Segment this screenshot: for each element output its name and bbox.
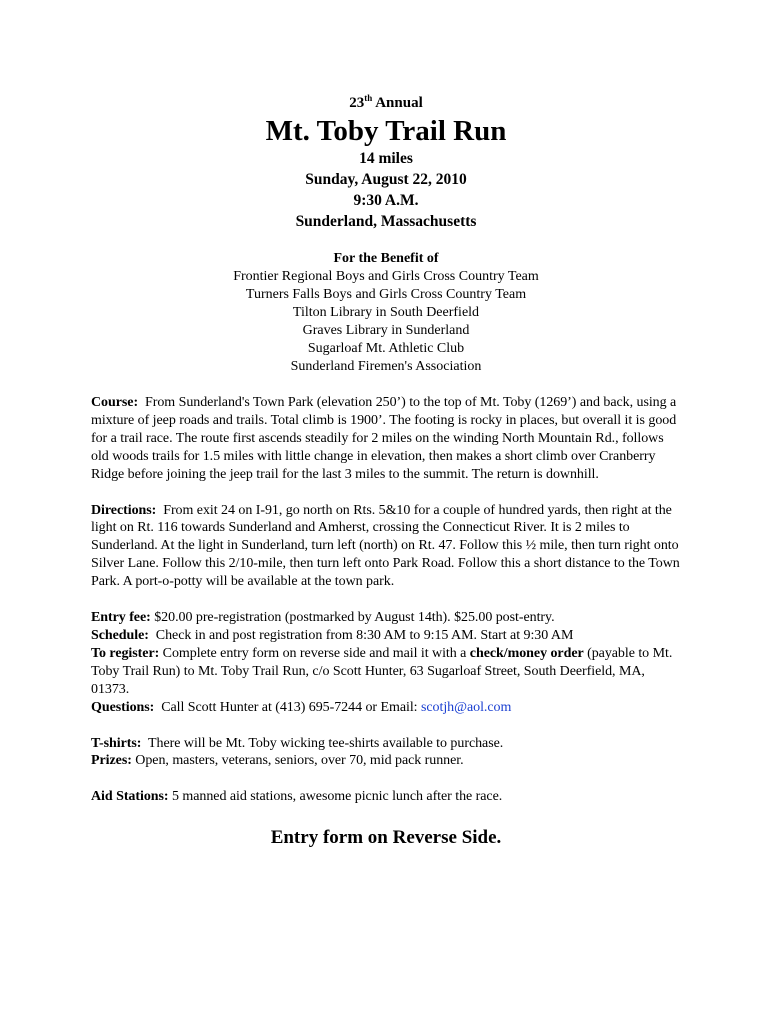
- schedule-label: Schedule:: [91, 627, 149, 643]
- beneficiary-item: Sugarloaf Mt. Athletic Club: [307, 341, 465, 356]
- beneficiary-item: Graves Library in Sunderland: [302, 323, 470, 338]
- questions-label: Questions:: [91, 699, 155, 715]
- beneficiary-item: Turners Falls Boys and Girls Cross Country Team: [245, 287, 527, 302]
- course-label: Course:: [91, 395, 139, 410]
- annual-word: Annual: [375, 95, 423, 111]
- tshirts-label: T-shirts:: [91, 735, 142, 751]
- race-title: Mt. Toby Trail Run: [265, 115, 507, 147]
- questions-line: [91, 699, 681, 717]
- beneficiary-list: [91, 268, 681, 376]
- tshirts-line: [91, 735, 681, 753]
- annual-heading: [91, 92, 681, 114]
- directions-label: Directions:: [91, 502, 157, 518]
- register-emphasis: check/money order: [469, 645, 584, 661]
- aid-stations-label: Aid Stations:: [91, 789, 169, 805]
- directions-section: [91, 502, 681, 592]
- race-date: Sunday, August 22, 2010: [305, 171, 467, 188]
- aid-stations-text: 5 manned aid stations, awesome picnic lunch after the race.: [172, 789, 503, 805]
- tshirts-text: There will be Mt. Toby wicking tee-shirts available to purchase.: [148, 735, 504, 751]
- entry-fee-line: [91, 609, 681, 627]
- race-time: 9:30 A.M.: [353, 192, 419, 209]
- schedule-line: [91, 627, 681, 645]
- entry-fee-label: Entry fee:: [91, 610, 151, 626]
- register-label: To register:: [91, 645, 160, 661]
- beneficiary-item: Frontier Regional Boys and Girls Cross Country Team: [233, 269, 539, 284]
- entry-fee-text: $20.00 pre-registration (postmarked by August 14th). $25.00 post-entry.: [154, 610, 555, 626]
- questions-text: Call Scott Hunter at (413) 695-7244 or Email:: [161, 699, 418, 715]
- register-line: [91, 645, 681, 699]
- race-location: Sunderland, Massachusetts: [295, 213, 477, 230]
- register-text: Complete entry form on reverse side and mail it with a: [162, 645, 467, 661]
- flyer-page: [91, 92, 681, 850]
- directions-text: From exit 24 on I-91, go north on Rts. 5&10 for a couple of hundred yards, then right at the light on Rt. 116 towards Sunderland and Amherst, crossing the Connecticut River. It is 2 miles to Sunderland. At the light in Sunderland, turn left (north) on Rt. 47. Follow this ½ mile, then turn right onto Silver Lane. Follow this 2/10-mile, then turn left onto Park Road. Follow this a short distance to the Town Park. A port-o-potty will be available at the town park.: [91, 502, 680, 590]
- course-section: [91, 394, 681, 484]
- prizes-line: [91, 752, 681, 770]
- register-text-after: (payable to Mt. Toby Trail Run) to Mt. Toby Trail Run, c/o Scott Hunter, 63 Sugarloaf Street, South Deerfield, MA, 01373.: [91, 645, 673, 697]
- beneficiary-item: Tilton Library in South Deerfield: [292, 305, 480, 320]
- email-link[interactable]: scotjh@aol.com: [420, 699, 512, 715]
- reverse-side-note: Entry form on Reverse Side.: [270, 827, 502, 849]
- annual-suffix: th: [364, 93, 373, 103]
- schedule-text: Check in and post registration from 8:30 AM to 9:15 AM. Start at 9:30 AM: [155, 627, 574, 643]
- race-distance: 14 miles: [359, 150, 413, 167]
- beneficiary-item: Sunderland Firemen's Association: [290, 359, 482, 374]
- aid-stations-line: [91, 788, 681, 806]
- benefit-heading: For the Benefit of: [333, 251, 439, 266]
- prizes-label: Prizes:: [91, 753, 132, 769]
- annual-number: 23: [349, 95, 365, 111]
- prizes-text: Open, masters, veterans, seniors, over 70, mid pack runner.: [135, 753, 464, 769]
- course-text: From Sunderland's Town Park (elevation 250’) to the top of Mt. Toby (1269’) and back, using a mixture of jeep roads and trails. Total climb is 1900’. The footing is rocky in places, but overall it is good for a trail race. The route first ascends steadily for 2 miles on the winding North Mountain Rd., follows old woods trails for 1.5 miles with little change in elevation, then makes a short climb over Cranberry Ridge before joining the jeep trail for the last 3 miles to the summit. The return is downhill.: [91, 395, 677, 482]
